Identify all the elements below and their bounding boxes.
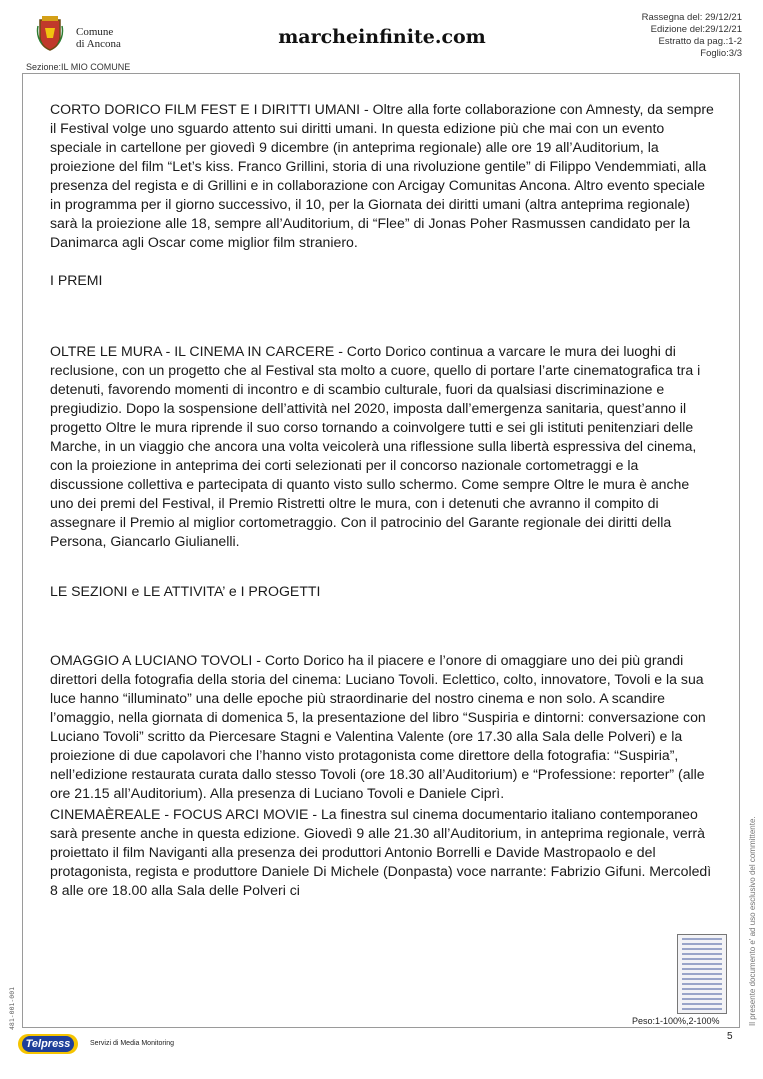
telpress-logo-text: Telpress: [22, 1036, 74, 1052]
sezione: Sezione:IL MIO COMUNE: [26, 62, 131, 72]
page-thumbnail: [677, 934, 727, 1014]
peso-label: Peso:1-100%,2-100%: [632, 1016, 720, 1026]
paragraph-diritti-umani: CORTO DORICO FILM FEST E I DIRITTI UMANI - Oltre alla forte collaborazione con Amnesty, da sempre il Festival volge uno sguardo attento sui diritti umani. In questa edizione più che mai con un evento speciale in cartellone per giovedì 9 dicembre (in anteprima regionale) alle ore 19 all’Auditorium, la proiezione del film “Let’s kiss. Franco Grillini, storia di una rivoluzione gentile” di Filippo Vendemmiati, alla presenza del regista e di Grillini e in collaborazione con Arcigay Comunitas Ancona. Altro evento speciale in programma per il giorno successivo, il 10, per la Giornata dei diritti umani (altra anteprima regionale) sarà la proiezione alle 18, sempre all’Auditorium, di “Flee” di Jonas Poher Rasmussen candidato per la Danimarca agli Oscar come miglior film straniero.: [50, 101, 714, 250]
servizi-label: Servizi di Media Monitoring: [90, 1040, 175, 1047]
edizione-date: Edizione del:29/12/21: [650, 24, 742, 35]
comune-name: [76, 26, 121, 50]
paragraph-cinemaereale: CINEMAÈREALE - FOCUS ARCI MOVIE - La finestra sul cinema documentario italiano contemporaneo sarà presente anche in questa edizione. Giovedì 9 alle 21.30 all’Auditorium, in anteprima regionale, verrà proiettato il film Naviganti alla presenza dei produttori Antonio Borrelli e Davide Mastropaolo e del protagonista, regista e produttore Daniele Di Michele (Donpasta) voce narrante: Fabrizio Gifuni. Mercoledì 8 alle ore 18.00 alla Sala delle Polveri ci: [50, 806, 712, 898]
paragraph-oltre-le-mura: OLTRE LE MURA - IL CINEMA IN CARCERE - Corto Dorico continua a varcare le mura dei luoghi di reclusione, con un progetto che al Festival sta molto a cuore, quello di portare l’arte cinematografica tra i detenuti, favorendo momenti di incontro e di scambio culturale, fuori da qualsiasi discriminazione e pregiudizio. Dopo la sospensione dell’attività nel 2020, imposta dall’emergenza sanitaria, quest’anno il progetto Oltre le mura riprende il suo corso tornando a coinvolgere tutti e sei gli istituti penitenziari delle Marche, in un viaggio che ancora una volta veicolerà una riflessione sulla libertà espressiva del cinema, con la proiezione in anteprima dei corti selezionati per il concorso nazionale cortometraggi e la discussione collettiva e partecipata di quanto visto sullo schermo. Come sempre Oltre le mura è anche uno dei premi del Festival, il Premio Ristretti oltre le mura, con i detenuti che avranno il compito di assegnare il Premio al miglior cortometraggio. Con il patrocinio del Garante regionale dei diritti della Persona, Giancarlo Giulianelli.: [50, 343, 701, 549]
heading-premi: I PREMI: [50, 272, 103, 288]
usage-notice: Il presente documento e' ad uso esclusivo del committente.: [748, 816, 757, 1026]
telpress-logo: [18, 1034, 78, 1054]
header-meta: [642, 12, 742, 60]
document-code: 481-001-001: [8, 986, 16, 1030]
page-number: 5: [727, 1031, 733, 1042]
article-body: [50, 100, 715, 900]
paragraph-tovoli: OMAGGIO A LUCIANO TOVOLI - Corto Dorico ha il piacere e l’onore di omaggiare uno dei più grandi direttori della fotografia della storia del cinema: Luciano Tovoli. Eclettico, colto, innovatore, Tovoli e la sua luce hanno “illuminato” una delle epoche più straordinarie del nostro cinema e non solo. A scandire l’omaggio, nella giornata di domenica 5, la presentazione del libro “Suspiria e dintorni: conversazione con Luciano Tovoli” scritto da Piercesare Stagni e Valentina Valente (ore 17.30 alla Sala delle Polveri) e la proiezione di due capolavori che l’hanno visto protagonista come direttore della fotografia: “Suspiria”, nell’edizione restaurata curata dallo stesso Tovoli (ore 18.30 all’Auditorium) e “Professione: reporter” (alle ore 21.15 all’Auditorium). Alla presenza di Luciano Tovoli e Daniele Ciprì.: [50, 652, 706, 801]
rassegna-date: Rassegna del: 29/12/21: [641, 12, 742, 23]
comune-crest-icon: [36, 16, 64, 52]
heading-sezioni: LE SEZIONI e LE ATTIVITA’ e I PROGETTI: [50, 583, 321, 599]
page-header: [22, 10, 742, 74]
comune-line2: di Ancona: [76, 38, 121, 50]
foglio: Foglio:3/3: [700, 48, 742, 59]
source-site: marcheinfinite.com: [278, 26, 486, 48]
estratto-pages: Estratto da pag.:1-2: [658, 36, 742, 47]
comune-line1: Comune: [76, 26, 114, 38]
